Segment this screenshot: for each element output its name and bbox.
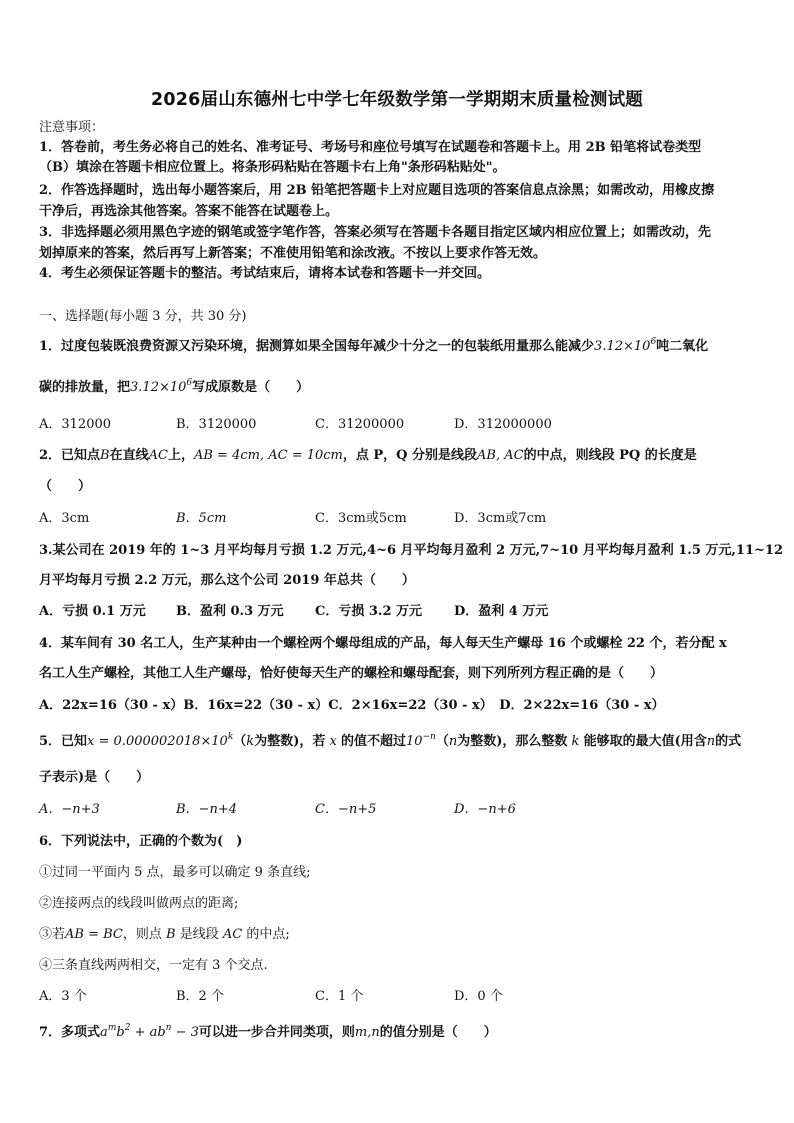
q1-option-a[interactable]: A．312000 (39, 417, 112, 432)
question-1-line-2 (39, 380, 759, 396)
q1-option-d[interactable]: D．312000000 (454, 417, 552, 432)
notice-item-2b: 干净后，再选涂其他答案。答案不能答在试题卷上。 (39, 204, 339, 219)
notice-item-4: 4．考生必须保证答题卡的整洁。考试结束后，请将本试卷和答题卡一并交回。 (39, 266, 491, 281)
q1-stem-d: 写成原数是（ ） (192, 380, 310, 395)
q1-option-c[interactable]: C．31200000 (315, 417, 405, 432)
q2-blank: （ ） (39, 479, 92, 494)
q3-option-b[interactable]: B．盈利 0.3 万元 (176, 604, 284, 619)
q2-segments: AB, AC (477, 448, 524, 463)
q2-option-b[interactable]: B．5cm (176, 511, 227, 526)
q1-stem-c: 碳的排放量，把 (39, 380, 131, 395)
question-1-line-1 (39, 339, 759, 355)
q1-option-b[interactable]: B．3120000 (176, 417, 257, 432)
q5-option-a[interactable]: A．−n+3 (39, 802, 100, 817)
q5-stem-d: 的值不超过 (340, 734, 406, 749)
notice-item-3b: 划掉原来的答案，然后再写上新答案；不准使用铅笔和涂改液。不按以上要求作答无效。 (39, 246, 547, 261)
q3-option-c[interactable]: C．亏损 3.2 万元 (315, 604, 423, 619)
q1-number-repeat: $3.12\times 10^6$ (130, 378, 193, 395)
notice-heading: 注意事项： (39, 120, 105, 135)
q2-option-c[interactable]: C．3cm或5cm (315, 511, 407, 526)
q6-option-c[interactable]: C．1 个 (315, 989, 364, 1004)
q6-option-b[interactable]: B．2 个 (176, 989, 224, 1004)
question-7-stem: 7．多项式$a^mb^2 + ab^n - 3$可以进一步合并同类项，则m,n的值分别是（ ） (39, 1023, 497, 1040)
question-4-line-1: 4．某车间有 30 名工人，生产某种由一个螺栓两个螺母组成的产品，每人每天生产螺母 16 个或螺栓 22 个，若分配 x (39, 636, 727, 651)
q2-stem-a: 2．已知点 (39, 448, 101, 463)
notice-item-1b: （B）填涂在答题卡相应位置上。将条形码粘贴在答题卡右上角"条形码粘贴处"。 (39, 160, 506, 175)
q5-var-k: k (246, 734, 255, 749)
q2-stem-d: ，点 P，Q 分别是线段 (342, 448, 478, 463)
q3-option-a[interactable]: A．亏损 0.1 万元 (39, 604, 146, 619)
question-5-line-2: 子表示)是（ ） (39, 770, 150, 785)
q7-polynomial: $a^mb^2 + ab^n - 3$ (100, 1023, 199, 1040)
q4-options[interactable]: A．22x=16（30 - x）B．16x=22（30 - x）C．2×16x=22（30 - x） D．2×22x=16（30 - x） (39, 698, 665, 713)
question-2-line-1 (39, 448, 759, 464)
q3-option-d[interactable]: D．盈利 4 万元 (454, 604, 549, 619)
q5-stem-g: 的式 (715, 734, 742, 749)
notice-item-3a: 3．非选择题必须用黑色字迹的钢笔或签字笔作答，答案必须写在答题卡各题目指定区域内相应位置上；如需改动，先 (39, 225, 712, 240)
notice-item-2a: 2．作答选择题时，选出每小题答案后，用 2B 铅笔把答题卡上对应题目选项的答案信息点涂黑；如需改动，用橡皮擦 (39, 183, 715, 198)
q5-option-d[interactable]: D．−n+6 (454, 802, 516, 817)
q2-equations: AB = 4cm, AC = 10cm (193, 448, 343, 463)
q6-statement-3: ③若AB = BC，则点 B 是线段 AC 的中点; (39, 927, 290, 942)
q1-stem-b: 吨二氧化 (656, 339, 709, 354)
q2-option-a[interactable]: A．3cm (39, 511, 90, 526)
q6-statement-4: ④三条直线两两相交，一定有 3 个交点. (39, 958, 268, 973)
q5-stem-c: 为整数)，若 (254, 734, 326, 749)
q5-stem-b: （ (233, 734, 247, 749)
exam-title: 2026届山东德州七中学七年级数学第一学期期末质量检测试题 (150, 90, 643, 110)
q2-line: AC (148, 448, 168, 463)
q5-expression: $x = 0.000002018\times 10^k$ (87, 732, 234, 749)
q2-stem-b: 在直线 (109, 448, 149, 463)
q2-point: B (100, 448, 110, 463)
q6-statement-2: ②连接两点的线段叫做两点的距离; (39, 896, 239, 911)
q2-option-d[interactable]: D．3cm或7cm (454, 511, 547, 526)
notice-item-1a: 1．答卷前，考生务必将自己的姓名、准考证号、考场号和座位号填写在试题卷和答题卡上。用 2B 铅笔将试卷类型 (39, 140, 702, 155)
question-5-line-1: 5．已知$x = 0.000002018\times 10^k(k$为整数)，若 x 的值不超过$10^{-n}(n$为整数)，那么整数 k 能够取的最大值(用含n的式 (39, 732, 742, 749)
q1-stem-a: 1．过度包装既浪费资源又污染环境，据测算如果全国每年减少十分之一的包装纸用量那么能减少 (39, 339, 595, 354)
q5-stem-f: 能够取的最大值(用含 (583, 734, 707, 749)
q1-number: $3.12\times 10^6$ (594, 337, 657, 354)
question-3-line-1: 3.某公司在 2019 年的 1~3 月平均每月亏损 1.2 万元,4~6 月平均每月盈利 2 万元,7~10 月平均每月盈利 1.5 万元,11~12 (39, 543, 783, 558)
q5-option-c[interactable]: C．−n+5 (315, 802, 377, 817)
q5-power: $10^{-n}$ (405, 732, 436, 749)
question-3-line-2: 月平均每月亏损 2.2 万元，那么这个公司 2019 年总共（ ） (39, 573, 415, 588)
q5-stem-e: 为整数)，那么整数 (457, 734, 568, 749)
q5-option-b[interactable]: B．−n+4 (176, 802, 237, 817)
q5-stem-a: 5．已知 (39, 734, 88, 749)
question-4-line-2: 名工人生产螺栓，其他工人生产螺母，恰好使每天生产的螺栓和螺母配套，则下列所列方程正确的是（ ） (39, 666, 664, 681)
question-6-stem: 6．下列说法中，正确的个数为( ) (39, 834, 243, 849)
q6-statement-1: ①过同一平面内 5 点，最多可以确定 9 条直线; (39, 865, 311, 880)
q6-option-d[interactable]: D．0 个 (454, 989, 503, 1004)
q2-stem-e: 的中点，则线段 PQ 的长度是 (523, 448, 697, 463)
q6-option-a[interactable]: A．3 个 (39, 989, 87, 1004)
q2-stem-c: 上， (167, 448, 194, 463)
section-heading: 一、选择题(每小题 3 分，共 30 分) (39, 309, 247, 324)
